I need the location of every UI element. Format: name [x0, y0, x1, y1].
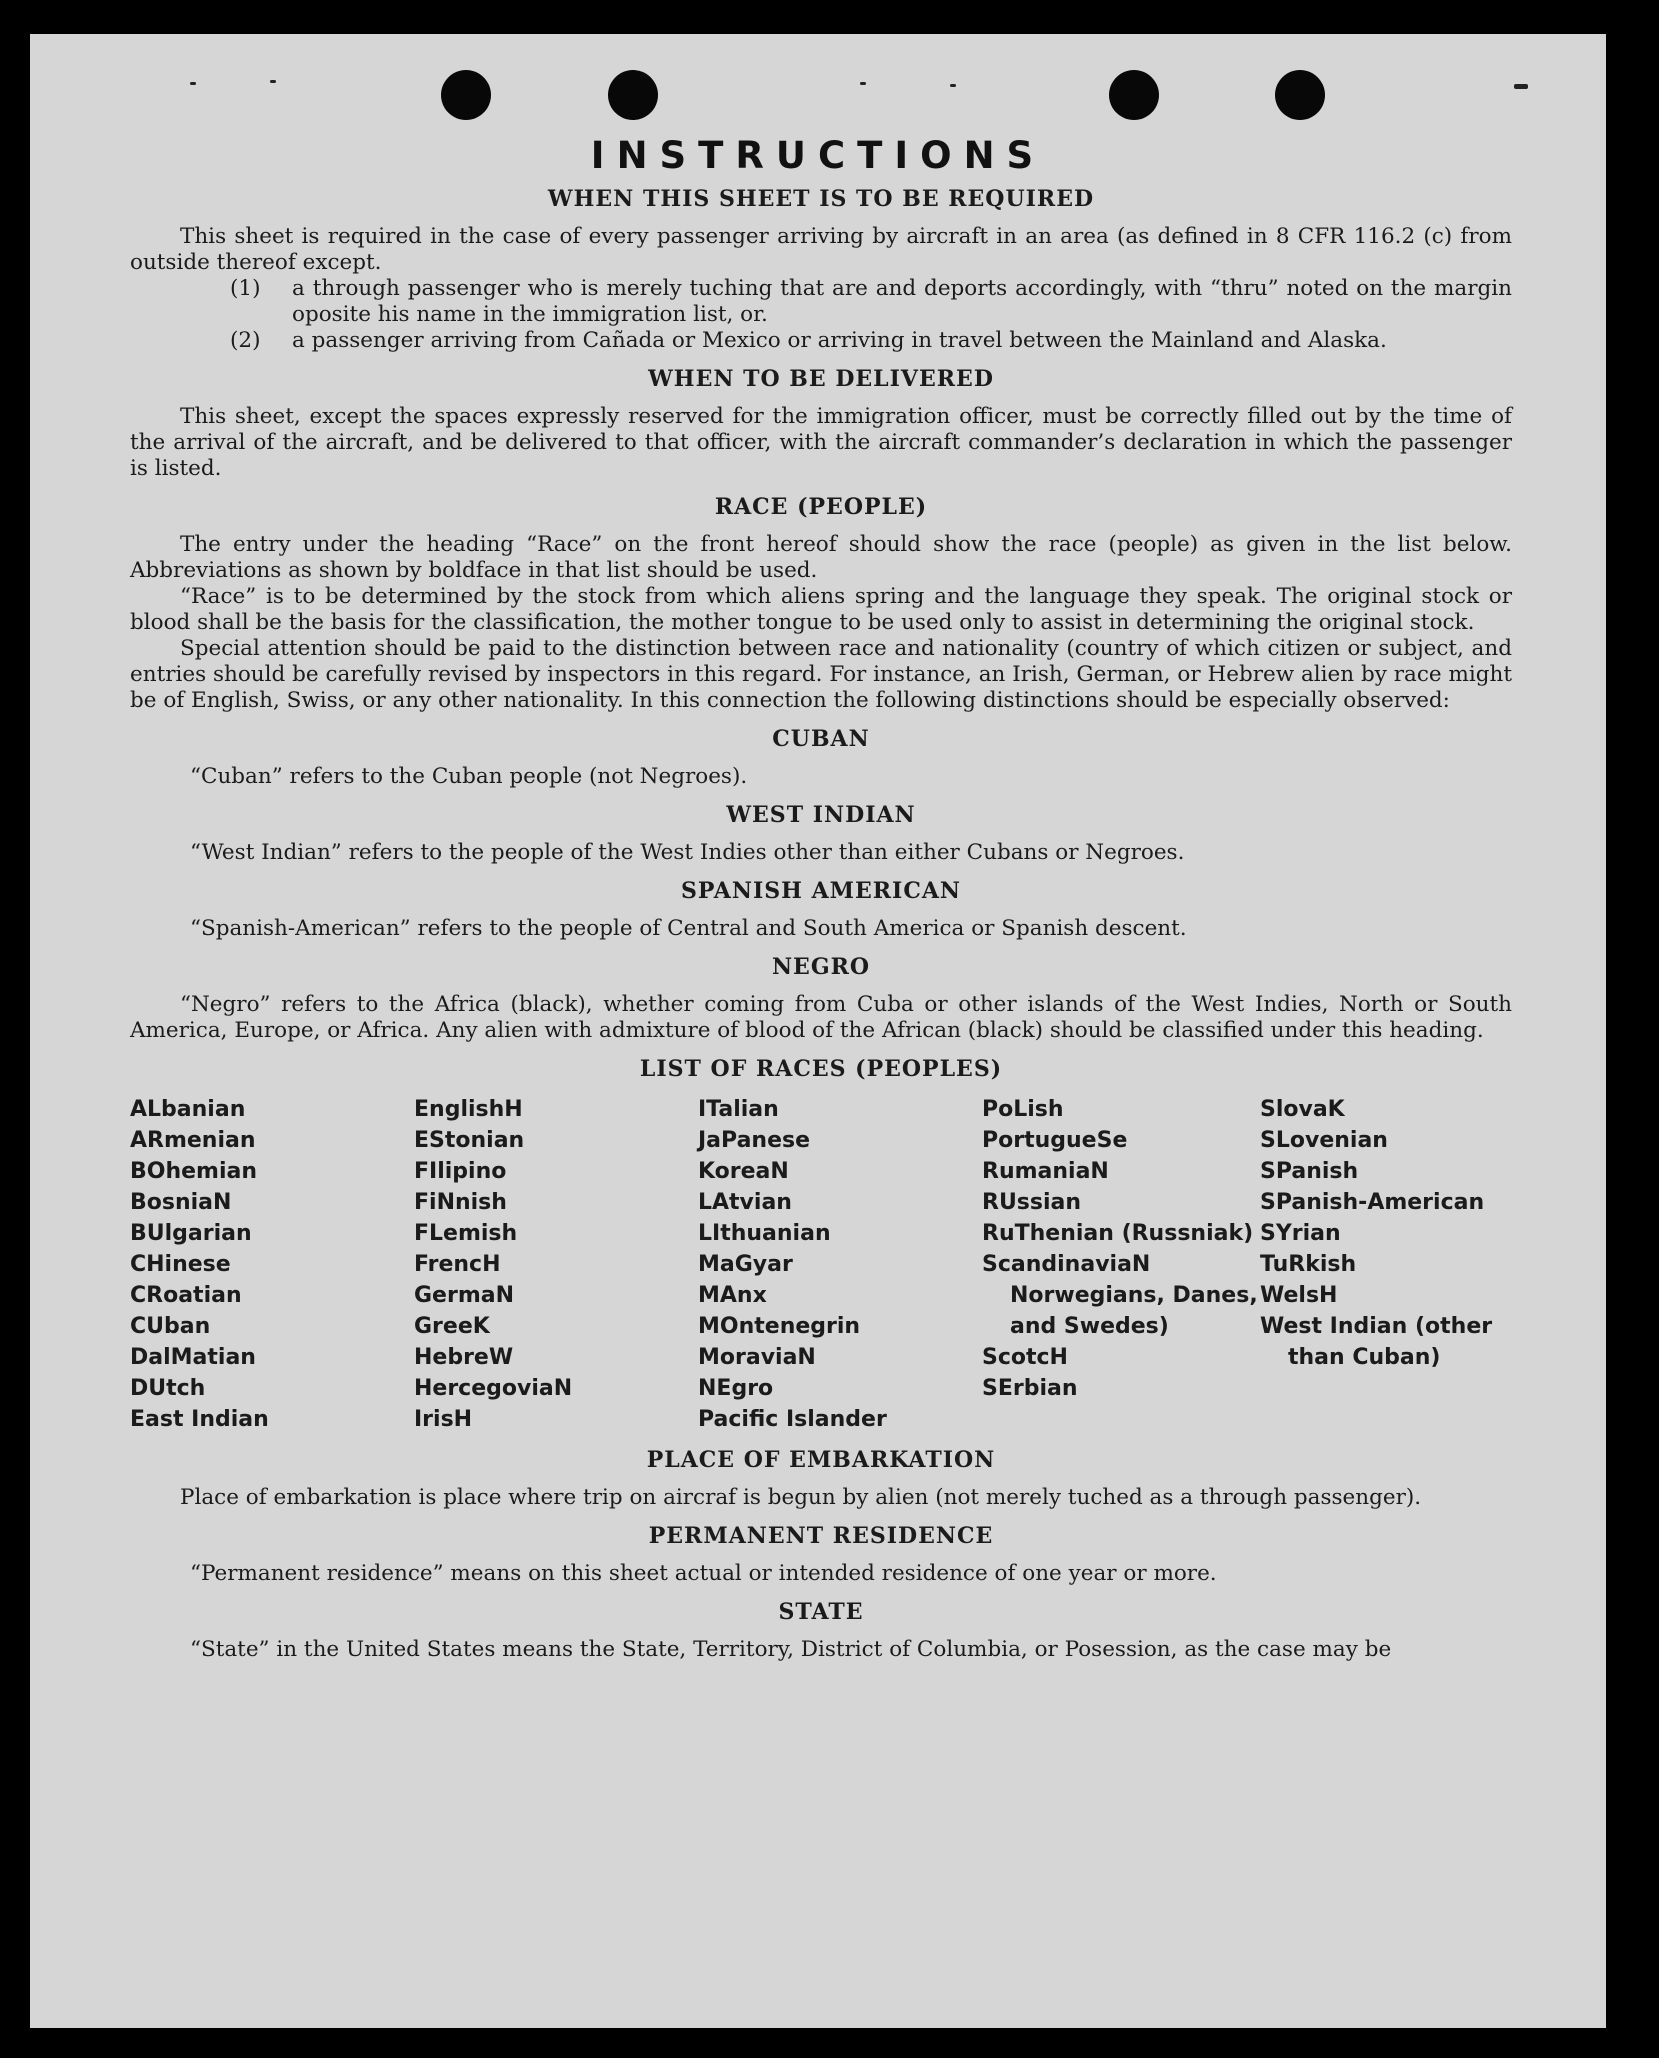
race-entry: CUban [130, 1314, 211, 1339]
race-entry: KoreaN [698, 1159, 789, 1184]
negro-text: “Negro” refers to the Africa (black), whether coming from Cuba or other islands of the West Indies, North or South America, Europe, or Africa. Any alien with admixture of blood of the African (black) should be classified under this heading. [130, 992, 1512, 1043]
heading-state: STATE [778, 1599, 864, 1625]
document-sheet [30, 34, 1606, 2028]
races-table [130, 1094, 1512, 1435]
race-paragraph-3: Special attention should be paid to the distinction between race and nationality (country of which citizen or subject, and entries should be carefully revised by inspectors in this regard. For instance, an Irish, German, or Hebrew alien by race might be of English, Swiss, or any other nationality. In this connection the following distinctions should be especially observed: [130, 636, 1512, 713]
punch-hole [608, 70, 658, 120]
ink-speck [1514, 84, 1528, 89]
races-column [698, 1094, 982, 1435]
cuban-text: “Cuban” refers to the Cuban people (not Negroes). [190, 764, 748, 789]
race-entry: MOntenegrin [698, 1314, 861, 1339]
heading-spanish-american: SPANISH AMERICAN [680, 878, 962, 904]
race-entry: JaPanese [698, 1128, 811, 1153]
item-text: a through passenger who is merely tuching that are and deports accordingly, with “thru” noted on the margin oposite his name in the immigration list, or. [292, 276, 1512, 327]
punch-hole [441, 70, 491, 120]
race-entry: DUtch [130, 1376, 206, 1401]
race-entry: East Indian [130, 1407, 269, 1432]
race-entry: FiNnish [414, 1190, 507, 1215]
page-title: INSTRUCTIONS [590, 134, 1046, 177]
instructions-body [130, 186, 1512, 1663]
item-number: (2) [230, 328, 261, 353]
race-entry: CRoatian [130, 1283, 242, 1308]
race-paragraph-2: “Race” is to be determined by the stock from which aliens spring and the language they speak. The original stock or blood shall be the basis for the classification, the mother tongue to be used only to assist in determining the original stock. [130, 584, 1512, 635]
permanent-residence-text: “Permanent residence” means on this sheet actual or intended residence of one year or more. [190, 1561, 1217, 1586]
heading-required: WHEN THIS SHEET IS TO BE REQUIRED [547, 186, 1095, 212]
race-entry: MaGyar [698, 1252, 793, 1277]
required-item [230, 328, 1512, 354]
embarkation-text: Place of embarkation is place where trip on aircraf is begun by alien (not merely tuched as a through passenger). [180, 1485, 1422, 1510]
race-entry: LAtvian [698, 1190, 792, 1215]
heading-embarkation: PLACE OF EMBARKATION [646, 1447, 996, 1473]
heading-permanent-residence: PERMANENT RESIDENCE [648, 1523, 994, 1549]
race-paragraph-1: The entry under the heading “Race” on the front hereof should show the race (people) as given in the list below. Abbreviations as shown by boldface in that list should be used. [130, 532, 1512, 583]
races-column [130, 1094, 414, 1435]
spanish-american-text: “Spanish-American” refers to the people of Central and South America or Spanish descent. [190, 916, 1187, 941]
heading-delivered: WHEN TO BE DELIVERED [648, 366, 994, 392]
race-entry: SlovaK [1260, 1097, 1345, 1122]
race-entry: GermaN [414, 1283, 515, 1308]
heading-west-indian: WEST INDIAN [726, 802, 916, 828]
race-entry: MAnx [698, 1283, 767, 1308]
heading-cuban: CUBAN [772, 726, 870, 752]
race-entry: ScotcH [982, 1345, 1068, 1370]
race-entry: BosniaN [130, 1190, 232, 1215]
race-entry: SErbian [982, 1376, 1078, 1401]
race-entry: TuRkish [1260, 1252, 1357, 1277]
race-entry: FLemish [414, 1221, 518, 1246]
race-entry: ARmenian [130, 1128, 256, 1153]
race-entry: FIlipino [414, 1159, 507, 1184]
heading-race: RACE (PEOPLE) [714, 494, 928, 520]
race-entry: SPanish-American [1260, 1190, 1485, 1215]
race-entry: ALbanian [130, 1097, 246, 1122]
item-number: (1) [230, 276, 261, 301]
west-indian-text: “West Indian” refers to the people of the West Indies other than either Cubans or Negroes. [190, 840, 1185, 865]
race-entry: FrencH [414, 1252, 501, 1277]
race-entry: ScandinaviaN Norwegians, Danes, and Swedes) [982, 1252, 1258, 1339]
race-entry: HebreW [414, 1345, 514, 1370]
race-entry: CHinese [130, 1252, 231, 1277]
required-item [230, 276, 1512, 328]
race-entry: PoLish [982, 1097, 1064, 1122]
race-entry: West Indian (other than Cuban) [1260, 1314, 1493, 1370]
race-entry: SLovenian [1260, 1128, 1388, 1153]
race-entry: LIthuanian [698, 1221, 831, 1246]
heading-negro: NEGRO [771, 954, 871, 980]
race-entry: NEgro [698, 1376, 774, 1401]
race-entry: RuThenian (Russniak) [982, 1221, 1254, 1246]
ink-speck [190, 82, 196, 85]
state-text: “State” in the United States means the State, Territory, District of Columbia, or Posession, as the case may be [190, 1637, 1392, 1662]
heading-list-of-races: LIST OF RACES (PEOPLES) [639, 1056, 1003, 1082]
punch-hole [1109, 70, 1159, 120]
race-entry: IrisH [414, 1407, 473, 1432]
required-intro: This sheet is required in the case of every passenger arriving by aircraft in an area (as defined in 8 CFR 116.2 (c) from outside thereof except. [130, 224, 1512, 275]
ink-speck [270, 80, 276, 83]
race-entry: GreeK [414, 1314, 490, 1339]
races-column [1260, 1094, 1512, 1435]
punch-hole [1275, 70, 1325, 120]
race-entry: WelsH [1260, 1283, 1338, 1308]
race-entry: BOhemian [130, 1159, 258, 1184]
race-entry: Pacific Islander [698, 1407, 887, 1432]
race-entry: SPanish [1260, 1159, 1359, 1184]
item-text: a passenger arriving from Cañada or Mexico or arriving in travel between the Mainland and Alaska. [292, 328, 1387, 353]
race-entry: ITalian [698, 1097, 779, 1122]
race-entry: MoraviaN [698, 1345, 816, 1370]
race-entry: SYrian [1260, 1221, 1341, 1246]
race-entry: RUssian [982, 1190, 1082, 1215]
race-entry: DalMatian [130, 1345, 256, 1370]
race-entry: EnglishH [414, 1097, 523, 1122]
race-entry: EStonian [414, 1128, 525, 1153]
races-column [982, 1094, 1260, 1435]
race-entry: BUlgarian [130, 1221, 252, 1246]
ink-speck [860, 82, 866, 85]
race-entry: HercegoviaN [414, 1376, 573, 1401]
race-entry: PortugueSe [982, 1128, 1128, 1153]
races-column [414, 1094, 698, 1435]
ink-speck [950, 84, 956, 87]
race-entry: RumaniaN [982, 1159, 1109, 1184]
delivered-text: This sheet, except the spaces expressly reserved for the immigration officer, must be correctly filled out by the time of the arrival of the aircraft, and be delivered to that officer, with the aircraft commander’s declaration in which the passenger is listed. [130, 404, 1512, 481]
